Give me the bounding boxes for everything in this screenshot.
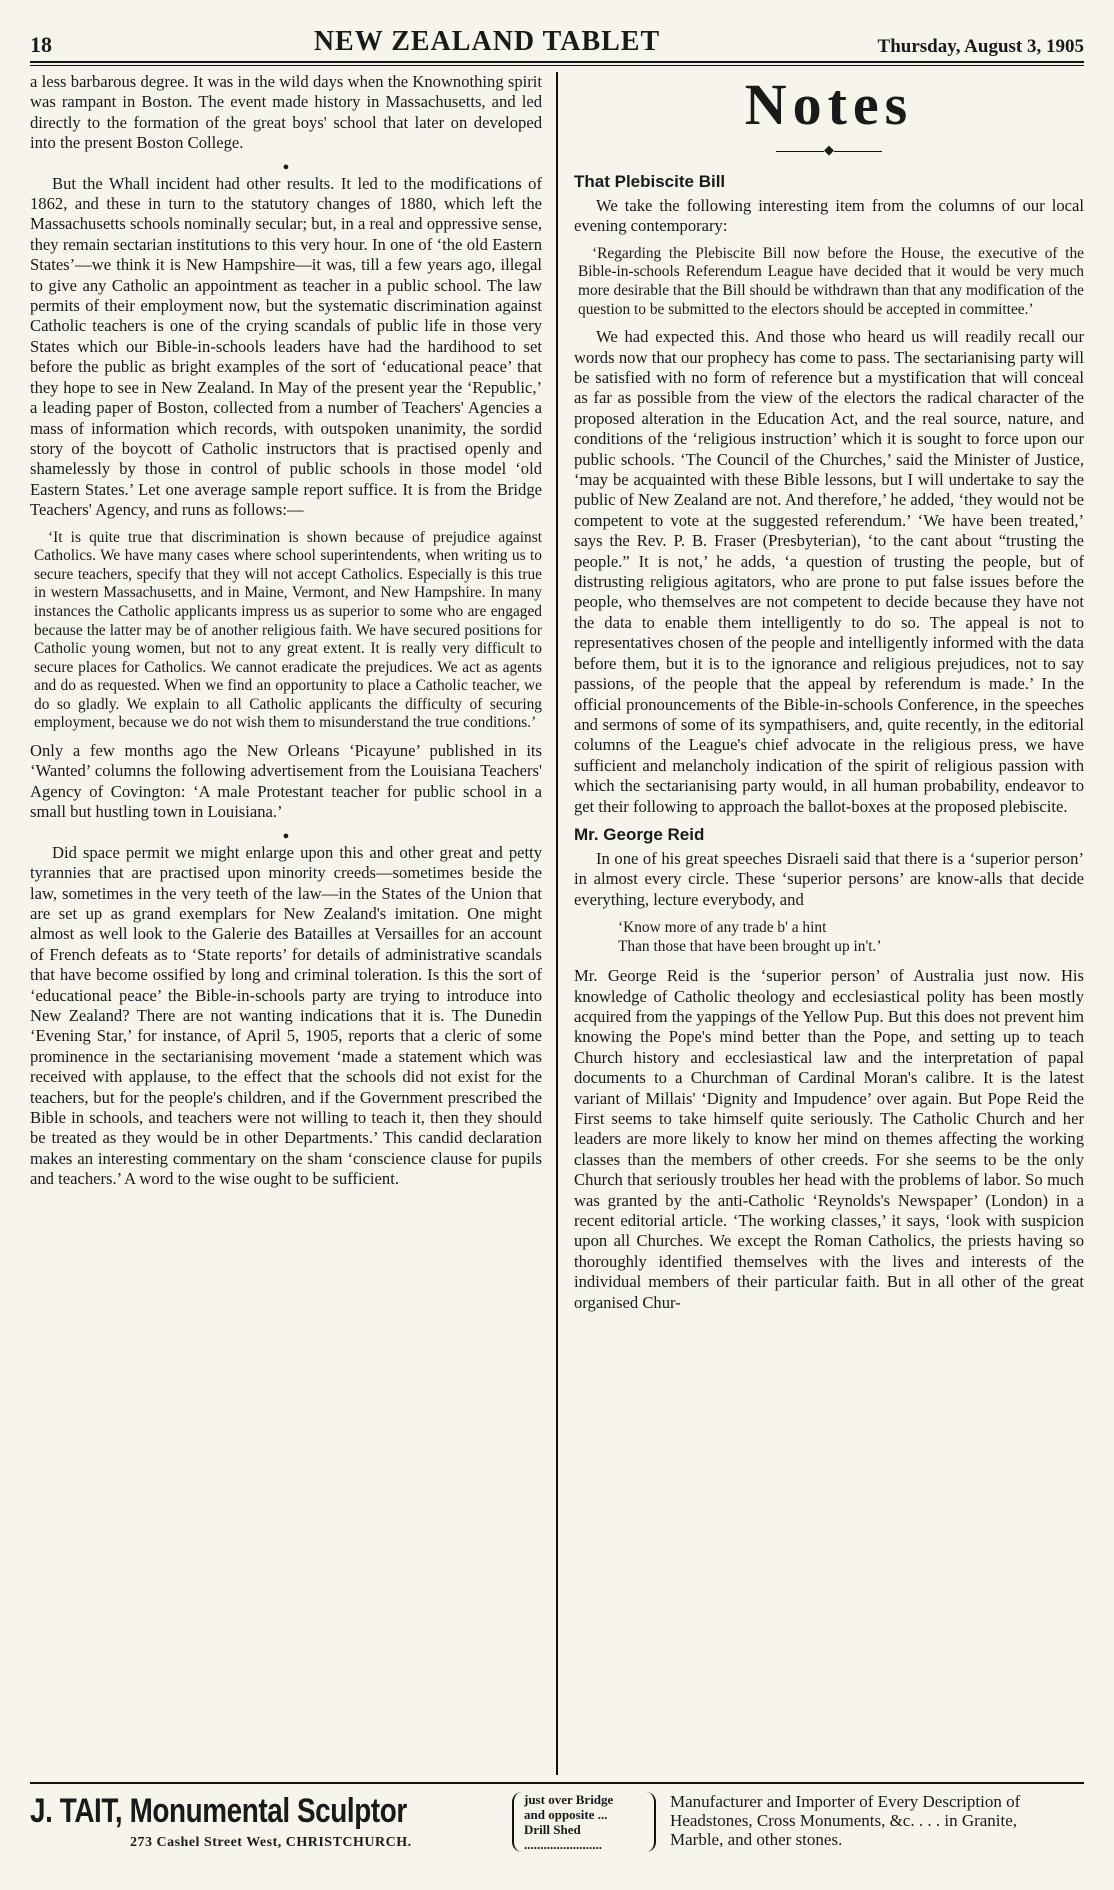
verse <box>618 918 1084 956</box>
masthead <box>30 22 1084 63</box>
left-quote: ‘It is quite true that discrimination is shown because of prejudice against Catholics. We have many cases where school superintendents, when writing us to secure teachers, specify that they will not accept Catholics. Especially is this true in western Massachusetts, and in Maine, Vermont, and New Hampshire. In many instances the Catholic applicants impress us as superior to some who are engaged because the latter may be of another religious faith. We have secured positions for Catholic young women, but not to any great extent. It is really very difficult to secure places for Catholics. We cannot eradicate the prejudices. We act as agents and do as requested. When we find an opportunity to place a Catholic teacher, we do so gladly. We explain to all Catholic applicants the difficulty of securing employment, because we do not wish them to misunderstand the true conditions.’ <box>34 528 542 732</box>
right-paragraph-3: In one of his great speeches Disraeli said that there is a ‘superior person’ in almost every circle. These ‘superior persons’ are know-alls that decide everything, lecture everybody, and <box>574 848 1084 909</box>
verse-line-1: ‘Know more of any trade b' a hint <box>618 919 827 937</box>
section-dot: ● <box>282 160 290 173</box>
advert-name: J. TAIT, Monumental Sculptor <box>30 1792 407 1830</box>
left-paragraph-1: a less barbarous degree. It was in the wild days when the Knownothing spirit was rampant in Boston. The event made history in Massachusetts, and led directly to the formation of the great boys' school that later on developed into the present Boston College. <box>30 72 542 153</box>
columns <box>30 72 1084 1775</box>
masthead-rule <box>30 65 1084 66</box>
issue-date: Thursday, August 3, 1905 <box>877 36 1084 57</box>
advert-location-line: ........................ <box>524 1837 602 1852</box>
advert-description: Manufacturer and Importer of Every Description of Headstones, Cross Monuments, &c. . . . in Granite, Marble, and other stones. <box>670 1792 1021 1849</box>
page-number: 18 <box>30 32 52 57</box>
left-paragraph-3: Only a few months ago the New Orleans ‘Picayune’ published in its ‘Wanted’ columns the following advertisement from the Louisiana Teachers' Agency of Covington: ‘A male Protestant teacher for public school in a small but hustling town in Louisiana.’ <box>30 741 542 822</box>
left-paragraph-4: Did space permit we might enlarge upon this and other great and petty tyrannies that are practised upon minority creeds—sometimes beside the law, sometimes in the very teeth of the law—in the States of the Union that are set up as grand exemplars for New Zealand's imitation. One might almost as well look to the Galerie des Batailles at Versailles for an account of French defeats as to ‘State reports’ for details of administrative scandals that have become ossified by long and criminal toleration. Is this the sort of ‘educational peace’ the Bible-in-schools party are trying to introduce into New Zealand? There are not wanting indications that it is. The Dunedin ‘Evening Star,’ for instance, of April 5, 1905, reports that a cleric of some prominence in the sectarianising movement ‘made a statement which was received with applause, to the effect that the schools did not exist for the teachers, but for the people's children, and if the Government prescribed the Bible in schools, and teachers were not willing to teach it, then they should be treated as they would be in other Departments.’ This candid declaration makes an interesting commentary on the sham ‘conscience clause for pupils and teachers.’ A word to the wise ought to be sufficient. <box>30 842 542 1189</box>
subheading-george-reid: Mr. George Reid <box>574 824 705 844</box>
right-paragraph-2: We had expected this. And those who heard us will readily recall our words now that our prophecy has come to pass. The sectarianising party will be satisfied with no form of reference but a mystification that will conceal as far as possible from the view of the electors the radical character of the proposed alteration in the Education Act, and the real source, nature, and conditions of the ‘religious instruction’ which it is sought to force upon our public schools. ‘The Council of the Churches,’ said the Minister of Justice, ‘may be acquainted with these Bible lessons, but I will undertake to say the public of New Zealand are not. And therefore,’ he added, ‘they would not be competent to vote at the suggested referendum.’ ‘We have been treated,’ says the Rev. P. B. Fraser (Presbyterian), ‘to the cant about “trusting the people.” It is not,’ he adds, ‘a question of trusting the people, but of distrusting religious agitators, who are prone to put false issues before the people, who themselves are not competent to decide because they have not the data to enable them intelligently to do so. The appeal is not to representatives chosen of the people and intelligently informed with the data before them, but it is to the ignorance and religious prejudices, not to say passions, of the people that the appeal by referendum is made.’ In the official pronouncements of the Bible-in-schools Conference, in the speeches and sermons of some of its sympathisers, and, quite recently, in the editorial columns of the League's chief advocate in the religious press, we have sufficient and melancholy indication of the spirit of religious passion with which the sectarianising party would, in all human probability, endeavor to get their following to approach the ballot-boxes at the proposed plebiscite. <box>574 327 1084 816</box>
advert-address: 273 Cashel Street West, CHRISTCHURCH. <box>130 1835 412 1850</box>
left-paragraph-2: But the Whall incident had other results. It led to the modifications of 1862, and these in turn to the statutory changes of 1880, which left the Massachusetts schools nominally secular; but, in a real and oppressive sense, they remain sectarian institutions to this very hour. In one of ‘the old Eastern States’—we think it is New Hampshire—it was, till a few years ago, illegal to give any Catholic an appointment as teacher in a public school. The law permits of their employment now, but the systematic discrimination against Catholic teachers is one of the crying scandals of public life in those very States which our Bible-in-schools leaders have had the hardihood to set before the public as bright examples of the sort of ‘educational peace’ that they hope to see in New Zealand. In May of the present year the ‘Republic,’ a leading paper of Boston, collected from a number of Teachers' Agencies a mass of information which records, with outspoken unanimity, the sordid story of the boycott of Catholic instructors that is practised openly and shamelessly by those in control of public schools in those model ‘old Eastern States.’ Let one average sample report suffice. It is from the Bridge Teachers' Agency, and runs as follows:— <box>30 173 542 520</box>
advert-location-line: Drill Shed <box>524 1822 581 1837</box>
left-column <box>30 72 556 1775</box>
right-paragraph-4: Mr. George Reid is the ‘superior person’ of Australia just now. His knowledge of Catholic theology and ecclesiastical polity has been mostly acquired from the yappings of the Yellow Pup. But this does not prevent him knowing the Pope's mind better than the Pope, and setting up to teach Church history and ecclesiastical law and the interpretation of papal documents to a Churchman of Cardinal Moran's calibre. It is the latest variant of Millais' ‘Dignity and Impudence’ over again. But Pope Reid the First seems to take himself quite seriously. The Catholic Church and her leaders are more likely to know her mind on themes affecting the working classes than the members of other creeds. For she seems to be the only Church that seriously troubles her head with the problems of labor. So much was granted by the anti-Catholic ‘Reynolds's Newspaper’ (London) in a recent editorial article. ‘The working classes,’ it says, ‘look with suspicion upon all Churches. We except the Roman Catholics, the priests having so thoroughly identified themselves with the lives and interests of the individual members of their particular faith. But in all other of the great organised Chur- <box>574 966 1084 1312</box>
verse-line-2: Than those that have been brought up in't.’ <box>618 938 882 956</box>
advert-location-line: and opposite ... <box>524 1807 608 1822</box>
notes-heading: Notes <box>744 72 914 137</box>
right-quote: ‘Regarding the Plebiscite Bill now before the House, the executive of the Bible-in-schools Referendum League have decided that it would be very much more desirable that the Bill should be withdrawn than that any modification of the question to be submitted to the electors should be accepted in committee.’ <box>578 244 1084 318</box>
right-paragraph-1: We take the following interesting item from the columns of our local evening contemporary: <box>574 196 1084 236</box>
heading-ornament: ◆ <box>574 142 1084 158</box>
advert-brand <box>30 1792 500 1851</box>
advert-location <box>512 1792 656 1852</box>
section-dot: ● <box>282 829 290 842</box>
subheading-plebiscite: That Plebiscite Bill <box>574 172 726 191</box>
advertisement <box>30 1782 1084 1852</box>
newspaper-title: NEW ZEALAND TABLET <box>313 26 661 57</box>
right-column <box>558 72 1084 1775</box>
advert-location-line: just over Bridge <box>524 1792 614 1807</box>
